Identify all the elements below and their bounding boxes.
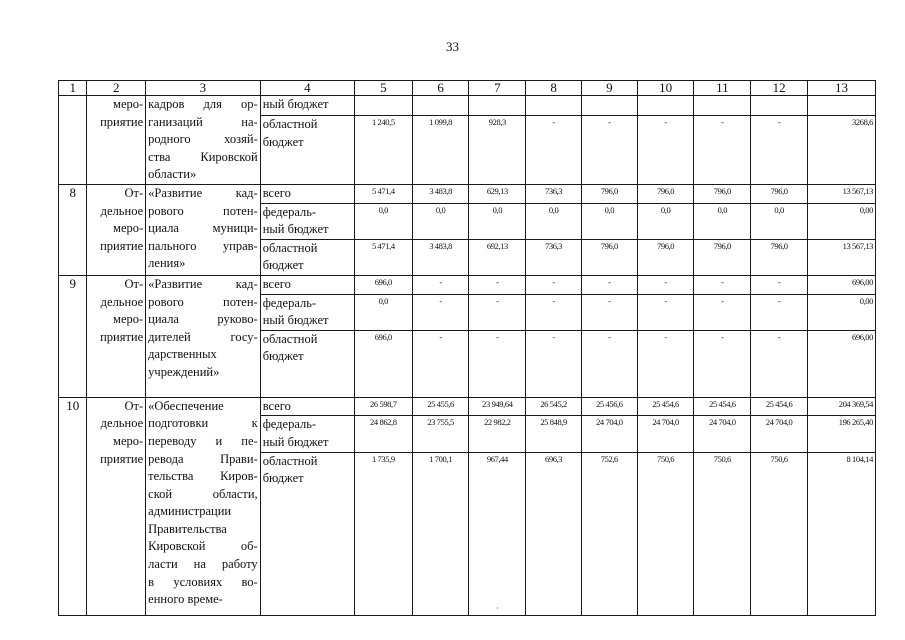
value-cell: 692,13 <box>469 239 526 275</box>
value-cell: 24 704,0 <box>637 416 694 452</box>
activity-name <box>146 96 261 185</box>
cell-line: приятие <box>100 451 144 466</box>
value-cell: 696,0 <box>354 275 412 294</box>
funding-source <box>260 239 354 275</box>
cell-line: ления» <box>148 256 186 271</box>
page-number: 33 <box>446 39 459 54</box>
value-cell: 26 598,7 <box>354 397 412 416</box>
value-cell: - <box>694 116 751 185</box>
value-cell: - <box>526 275 582 294</box>
cell-line: дельное <box>100 203 144 218</box>
cell-line: «Обеспечение <box>148 398 224 413</box>
cell-line: дарственных <box>148 347 217 362</box>
value-cell: 13 567,13 <box>807 184 875 203</box>
funding-source-line: ный бюджет <box>262 434 329 449</box>
value-cell: 928,3 <box>469 116 526 185</box>
value-cell: 796,0 <box>581 184 637 203</box>
cell-line: От- <box>124 276 144 291</box>
activity-type <box>87 275 146 397</box>
cell-line: От- <box>124 398 144 413</box>
value-cell: - <box>469 275 526 294</box>
activity-type <box>87 397 146 615</box>
value-cell <box>354 96 412 116</box>
value-cell: - <box>412 330 469 397</box>
value-cell: 0,0 <box>581 203 637 239</box>
cell-line: ревода Прави- <box>148 451 258 466</box>
funding-source-line: ный бюджет <box>262 313 329 328</box>
cell-line: циала руково- <box>148 312 258 327</box>
stray-mark: · <box>496 603 499 613</box>
value-cell <box>694 96 751 116</box>
value-cell: - <box>581 116 637 185</box>
value-cell: 796,0 <box>751 239 808 275</box>
cell-line: дителей госу- <box>148 329 258 344</box>
value-cell: 5 471,4 <box>354 184 412 203</box>
value-cell: 25 848,9 <box>526 416 582 452</box>
funding-source-line: всего <box>262 276 291 291</box>
value-cell: - <box>694 275 751 294</box>
cell-line: ства Кировской <box>148 149 258 164</box>
funding-source-line: областной <box>262 240 318 255</box>
cell-line: рового потен- <box>148 294 258 309</box>
funding-source <box>260 275 354 294</box>
cell-line: меро- <box>113 312 144 327</box>
value-cell <box>581 96 637 116</box>
column-header: 9 <box>581 81 637 96</box>
cell-line: меро- <box>113 97 144 111</box>
cell-line: Кировской об- <box>148 539 258 554</box>
value-cell <box>469 96 526 116</box>
funding-source <box>260 184 354 203</box>
cell-line: приятие <box>100 238 144 253</box>
value-cell: 3 483,8 <box>412 184 469 203</box>
cell-line: От- <box>124 185 144 200</box>
value-cell: - <box>694 330 751 397</box>
funding-source-line: областной <box>262 117 318 132</box>
column-header: 5 <box>354 81 412 96</box>
value-cell: 23 755,5 <box>412 416 469 452</box>
value-cell: - <box>412 275 469 294</box>
cell-line: родного хозяй- <box>148 132 258 147</box>
activity-name <box>146 397 261 615</box>
funding-source-line: ный бюджет <box>262 222 329 237</box>
value-cell: 24 862,8 <box>354 416 412 452</box>
value-cell: 0,0 <box>354 294 412 330</box>
value-cell: 24 704,0 <box>751 416 808 452</box>
value-cell: 696,00 <box>807 275 875 294</box>
value-cell: 3 483,8 <box>412 239 469 275</box>
cell-line: приятие <box>100 329 144 344</box>
cell-line: в условиях во- <box>148 574 258 589</box>
cell-line: переводу и пе- <box>148 433 258 448</box>
cell-line: администрации <box>148 504 232 519</box>
value-cell: 0,0 <box>412 203 469 239</box>
value-cell: 1 700,1 <box>412 452 469 615</box>
value-cell: - <box>751 275 808 294</box>
funding-source <box>260 294 354 330</box>
value-cell: 0,0 <box>469 203 526 239</box>
column-header: 7 <box>469 81 526 96</box>
row-number: 8 <box>59 184 87 275</box>
cell-line: подготовки к <box>148 416 258 431</box>
cell-line: приятие <box>100 114 144 129</box>
value-cell: 796,0 <box>751 184 808 203</box>
cell-line: пального управ- <box>148 238 258 253</box>
activity-type <box>87 184 146 275</box>
column-header: 1 <box>59 81 87 96</box>
column-header: 4 <box>260 81 354 96</box>
value-cell: 196 265,40 <box>807 416 875 452</box>
value-cell: 796,0 <box>694 239 751 275</box>
cell-line: дельное <box>100 294 144 309</box>
cell-line: «Развитие кад- <box>148 276 258 291</box>
value-cell: 696,3 <box>526 452 582 615</box>
value-cell: 25 455,6 <box>412 397 469 416</box>
value-cell: 736,3 <box>526 184 582 203</box>
cell-line: «Развитие кад- <box>148 185 258 200</box>
cell-line: ласти на работу <box>148 557 258 572</box>
funding-source <box>260 397 354 416</box>
value-cell: 629,13 <box>469 184 526 203</box>
funding-source-line: федераль- <box>262 295 317 310</box>
funding-source-line: бюджет <box>262 471 304 486</box>
value-cell <box>751 96 808 116</box>
row-number: 9 <box>59 275 87 397</box>
column-header: 8 <box>526 81 582 96</box>
funding-source-line: всего <box>262 185 291 200</box>
funding-source <box>260 452 354 615</box>
row-number: 10 <box>59 397 87 615</box>
value-cell: 696,0 <box>354 330 412 397</box>
value-cell: - <box>581 330 637 397</box>
value-cell: 26 545,2 <box>526 397 582 416</box>
column-header: 12 <box>751 81 808 96</box>
value-cell: 0,0 <box>751 203 808 239</box>
activity-name <box>146 184 261 275</box>
column-header: 11 <box>694 81 751 96</box>
funding-source-line: всего <box>262 398 291 413</box>
cell-line: ганизаций на- <box>148 114 258 129</box>
table-row <box>59 397 876 416</box>
value-cell: 25 454,6 <box>751 397 808 416</box>
value-cell: 796,0 <box>637 239 694 275</box>
funding-source-line: бюджет <box>262 349 304 364</box>
value-cell: - <box>469 330 526 397</box>
value-cell: 796,0 <box>581 239 637 275</box>
table-row <box>59 184 876 203</box>
cell-line: Правительства <box>148 521 227 536</box>
value-cell: 25 454,6 <box>694 397 751 416</box>
cell-line: енного време- <box>148 592 223 607</box>
value-cell: - <box>751 330 808 397</box>
budget-table <box>58 80 876 616</box>
column-header: 6 <box>412 81 469 96</box>
value-cell: 0,00 <box>807 294 875 330</box>
value-cell: 0,0 <box>354 203 412 239</box>
value-cell: 0,0 <box>637 203 694 239</box>
activity-name <box>146 275 261 397</box>
value-cell: 752,6 <box>581 452 637 615</box>
value-cell: 696,00 <box>807 330 875 397</box>
funding-source <box>260 116 354 185</box>
cell-line: тельства Киров- <box>148 469 258 484</box>
value-cell: - <box>526 330 582 397</box>
table-row <box>59 275 876 294</box>
table-header-row <box>59 81 876 96</box>
cell-line: рового потен- <box>148 203 258 218</box>
value-cell: 967,44 · <box>469 452 526 615</box>
column-header: 2 <box>87 81 146 96</box>
value-cell: 24 704,0 <box>694 416 751 452</box>
value-cell: 8 104,14 <box>807 452 875 615</box>
value-cell: 204 369,54 <box>807 397 875 416</box>
value-cell: - <box>751 294 808 330</box>
cell-line: дельное <box>100 416 144 431</box>
value-cell: 0,0 <box>526 203 582 239</box>
value-cell: 750,6 <box>751 452 808 615</box>
funding-source-line: областной <box>262 331 318 346</box>
column-header: 13 <box>807 81 875 96</box>
value-cell: 750,6 <box>637 452 694 615</box>
funding-source <box>260 416 354 452</box>
value-cell: 1 240,5 <box>354 116 412 185</box>
value-cell: 25 456,6 <box>581 397 637 416</box>
cell-line: учреждений» <box>148 364 220 379</box>
funding-source-line: федераль- <box>262 204 317 219</box>
value-cell: - <box>526 116 582 185</box>
funding-source <box>260 330 354 397</box>
value-cell: - <box>526 294 582 330</box>
value-cell: 23 949,64 <box>469 397 526 416</box>
funding-source-line: бюджет <box>262 258 304 273</box>
column-header: 3 <box>146 81 261 96</box>
value-cell <box>637 96 694 116</box>
cell-line: циала муници- <box>148 221 258 236</box>
cell-line: ской области, <box>148 486 258 501</box>
value-cell: - <box>694 294 751 330</box>
value-cell: 0,00 <box>807 203 875 239</box>
funding-source-line: ный бюджет <box>262 97 329 111</box>
row-number <box>59 96 87 185</box>
value-cell <box>412 96 469 116</box>
value-cell: - <box>581 294 637 330</box>
cell-line: меро- <box>113 221 144 236</box>
value-cell: 24 704,0 <box>581 416 637 452</box>
funding-source-line: федераль- <box>262 417 317 432</box>
value-cell: 25 454,6 <box>637 397 694 416</box>
value-cell: - <box>412 294 469 330</box>
cell-line: области» <box>148 167 197 182</box>
cell-line: кадров для ор- <box>148 97 258 111</box>
value-cell: - <box>637 116 694 185</box>
value-cell: 796,0 <box>637 184 694 203</box>
value-cell: 3268,6 <box>807 116 875 185</box>
value-cell <box>807 96 875 116</box>
value-cell: - <box>637 330 694 397</box>
value-cell: 1 735,9 <box>354 452 412 615</box>
table-row <box>59 96 876 116</box>
value-cell: - <box>637 294 694 330</box>
value-cell: 5 471,4 <box>354 239 412 275</box>
value-cell: 796,0 <box>694 184 751 203</box>
activity-type <box>87 96 146 185</box>
value-cell <box>526 96 582 116</box>
value-cell: 13 567,13 <box>807 239 875 275</box>
value-cell: 736,3 <box>526 239 582 275</box>
value-cell: 750,6 <box>694 452 751 615</box>
value-cell: 1 099,8 <box>412 116 469 185</box>
funding-source-line: бюджет <box>262 134 304 149</box>
value-cell: - <box>751 116 808 185</box>
value-cell: - <box>581 275 637 294</box>
cell-line: меро- <box>113 433 144 448</box>
funding-source <box>260 203 354 239</box>
column-header: 10 <box>637 81 694 96</box>
value-cell: 22 982,2 <box>469 416 526 452</box>
funding-source <box>260 96 354 116</box>
value-cell: 0,0 <box>694 203 751 239</box>
value-cell: - <box>637 275 694 294</box>
value-cell: - <box>469 294 526 330</box>
funding-source-line: областной <box>262 453 318 468</box>
